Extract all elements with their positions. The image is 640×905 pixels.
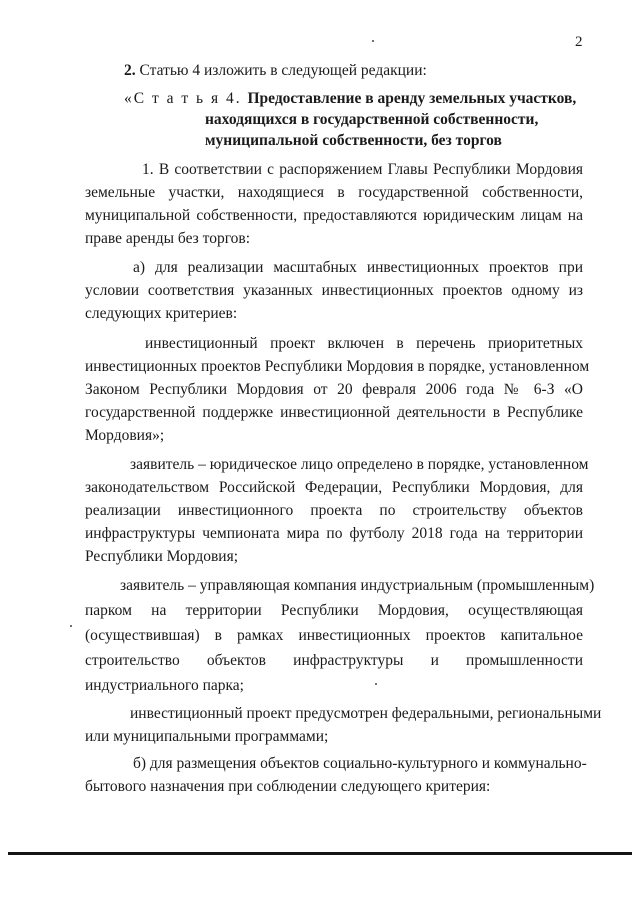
article-heading	[124, 89, 576, 109]
subparagraph-a-line: а) для реализации масштабных инвестиционных проектов при	[133, 259, 583, 276]
article-title-line-2: находящихся в государственной собственности,	[205, 111, 539, 128]
criterion-2-line: реализации инвестиционного проекта по строительству объектов	[85, 502, 583, 519]
article-title-line-1: Предоставление в аренду земельных участков,	[247, 90, 577, 107]
criterion-2-line: заявитель – юридическое лицо определено в порядке, установленном	[130, 456, 589, 473]
criterion-3-line: индустриального парка;	[85, 677, 244, 694]
article-prefix: «С т а т ь я 4.	[124, 90, 248, 107]
criterion-4-line: или муниципальными программами;	[85, 728, 329, 745]
amendment-item	[124, 61, 427, 81]
criterion-3-line: (осуществившая) в рамках инвестиционных проектов капитальное	[85, 627, 583, 644]
criterion-2-line: инфраструктуры чемпионата мира по футболу 2018 года на территории	[85, 525, 583, 542]
paragraph-1-line: 1. В соответствии с распоряжением Главы Республики Мордовия	[142, 161, 583, 178]
scan-speck	[372, 40, 374, 42]
subparagraph-a-line: следующих критериев:	[85, 305, 238, 322]
criterion-2-line: законодательством Российской Федерации, Республики Мордовия, для	[85, 479, 583, 496]
scan-speck	[375, 683, 377, 685]
article-title-line-3: муниципальной собственности, без торгов	[205, 132, 502, 149]
subparagraph-b-line: бытового назначения при соблюдении следующего критерия:	[85, 778, 491, 795]
criterion-1-line: государственной поддержке инвестиционной деятельности в Республике	[85, 404, 583, 421]
amendment-item-number: 2.	[124, 62, 136, 79]
criterion-2-line: Республики Мордовия;	[85, 548, 239, 565]
criterion-3-line: строительство объектов инфраструктуры и промышленности	[85, 652, 583, 669]
criterion-1-line: инвестиционный проект включен в перечень приоритетных	[145, 335, 583, 352]
scan-speck	[70, 625, 72, 627]
criterion-3-line: парком на территории Республики Мордовия, осуществляющая	[85, 602, 583, 619]
paragraph-1-line: земельные участки, находящиеся в государственной собственности,	[85, 184, 583, 201]
amendment-item-text: Статью 4 изложить в следующей редакции:	[135, 62, 427, 79]
paragraph-1-line: муниципальной собственности, предоставляются юридическим лицам на	[85, 207, 583, 224]
criterion-1-line: Законом Республики Мордовия от 20 февраля 2006 года № 6-З «О	[85, 381, 583, 398]
bottom-scan-border	[8, 852, 632, 855]
subparagraph-a-line: условии соответствия указанных инвестиционных проектов одному из	[85, 282, 583, 299]
criterion-3-line: заявитель – управляющая компания индустриальным (промышленным)	[120, 577, 595, 594]
page-number: 2	[575, 34, 583, 50]
paragraph-1-line: праве аренды без торгов:	[85, 230, 251, 247]
criterion-4-line: инвестиционный проект предусмотрен федеральными, региональными	[130, 705, 602, 722]
subparagraph-b-line: б) для размещения объектов социально-культурного и коммунально-	[133, 755, 587, 772]
criterion-1-line: Мордовия»;	[85, 427, 165, 444]
criterion-1-line: инвестиционных проектов Республики Мордовия в порядке, установленном	[85, 358, 590, 375]
